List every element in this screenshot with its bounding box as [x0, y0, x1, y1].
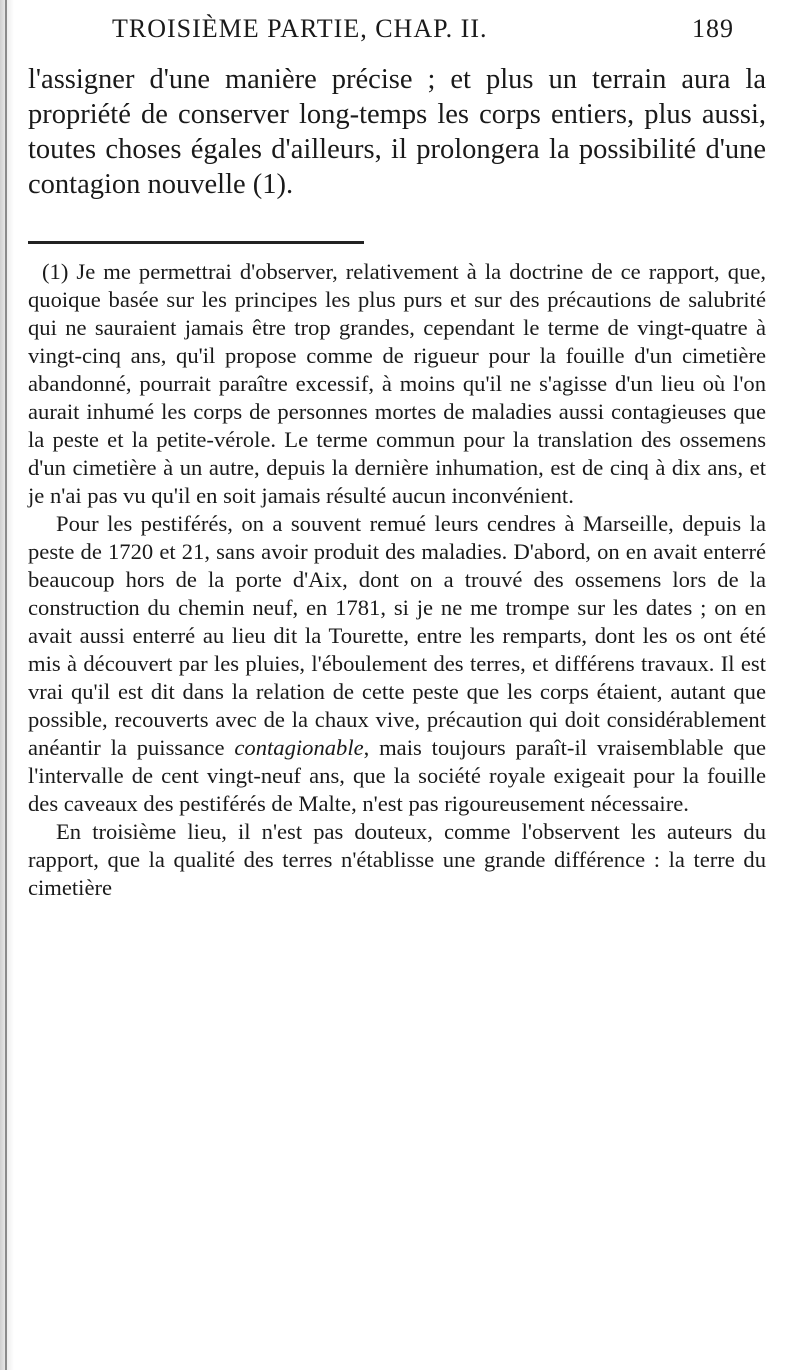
- footnote-italic-term: contagionable: [234, 735, 364, 760]
- running-head: [112, 14, 734, 50]
- footnote-paragraph-3: En troisième lieu, il n'est pas douteux, comme l'observent les auteurs du rapport, que la qualité des terres n'établisse une grande différence : la terre du cimetière: [28, 819, 766, 900]
- binding-edge: [5, 0, 7, 1370]
- running-head-title: TROISIÈME PARTIE, CHAP. II.: [112, 14, 488, 43]
- footnote-rule: [28, 241, 364, 244]
- page-number: 189: [692, 14, 734, 43]
- footnote-paragraph-1: (1) Je me permettrai d'observer, relativement à la doctrine de ce rapport, que, quoique basée sur les principes les plus purs et sur des précautions de salubrité qui ne sauraient jamais être trop grandes, cependant le terme de vingt-quatre à vingt-cinq ans, qu'il propose comme de rigueur pour la fouille d'un cimetière abandonné, pourrait paraître excessif, à moins qu'il ne s'agisse d'un lieu où l'on aurait inhumé les corps de personnes mortes de maladies aussi contagieuses que la peste et la petite-vérole. Le terme commun pour la translation des ossemens d'un cimetière à un autre, depuis la dernière inhumation, est de cinq à dix ans, et je n'ai pas vu qu'il en soit jamais résulté aucun inconvénient.: [28, 259, 766, 508]
- footnote-paragraph-2: [28, 510, 766, 818]
- footnote-paragraph-2-end: , mais toujours paraît-il vraisemblable que l'intervalle de cent vingt-neuf ans, que la société royale exigeait pour la fouille des caveaux des pestiférés de Malte, n'est pas rigoureusement nécessaire.: [28, 735, 766, 816]
- footnote: [28, 258, 766, 902]
- main-text: [28, 62, 766, 202]
- main-paragraph: l'assigner d'une manière précise ; et plus un terrain aura la propriété de conserver long-temps les corps entiers, plus aussi, toutes choses égales d'ailleurs, il prolongera la possibilité d'une contagion nouvelle (1).: [28, 64, 766, 200]
- footnote-paragraph-2-text: Pour les pestiférés, on a souvent remué leurs cendres à Marseille, depuis la peste de 1720 et 21, sans avoir produit des maladies. D'abord, on en avait enterré beaucoup hors de la porte d'Aix, dont on a trouvé des ossemens lors de la construction du chemin neuf, en 1781, si je ne me trompe sur les dates ; on en avait aussi enterré au lieu dit la Tourette, entre les remparts, dont les os ont été mis à découvert par les pluies, l'éboulement des terres, et différens travaux. Il est vrai qu'il est dit dans la relation de cette peste que les corps étaient, autant que possible, recouverts avec de la chaux vive, précaution qui doit considérablement anéantir la puissance: [28, 511, 766, 760]
- binding-shadow: [0, 0, 14, 1370]
